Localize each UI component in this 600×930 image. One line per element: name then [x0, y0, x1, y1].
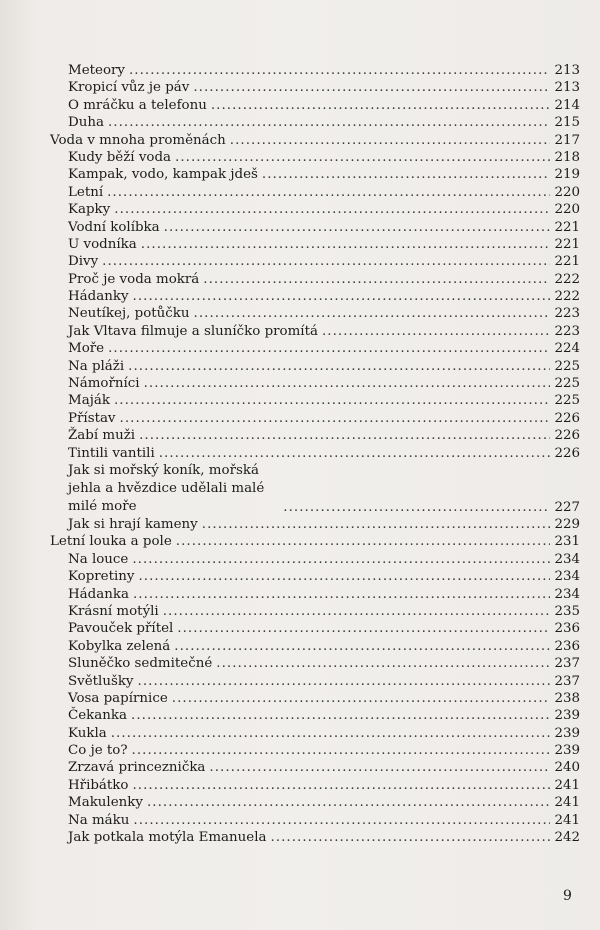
- toc-entry-title: Neutíkej, potůčku: [68, 306, 190, 322]
- dot-leader: [132, 742, 551, 759]
- toc-entry-title: Maják: [68, 393, 110, 409]
- toc-entry-page: 225: [554, 376, 580, 392]
- toc-entry: [50, 586, 580, 603]
- dot-leader: [203, 271, 550, 288]
- toc-entry-title: Jak Vltava filmuje a sluníčko promítá: [68, 323, 318, 339]
- toc-entry: [50, 551, 580, 568]
- toc-entry: [50, 149, 580, 166]
- toc-entry-page: 225: [554, 358, 580, 374]
- dot-leader: [209, 759, 550, 776]
- toc-entry-title: Jak potkala motýla Emanuela: [68, 830, 267, 846]
- toc-entry-page: 226: [554, 410, 580, 426]
- toc-entry-title: Na máku: [68, 812, 130, 828]
- toc-entry: [50, 673, 580, 690]
- toc-entry: [50, 445, 580, 462]
- toc-entry: [50, 427, 580, 444]
- toc-entry-title: Hádanka: [68, 586, 129, 602]
- toc-entry-title: Na louce: [68, 551, 129, 567]
- toc-entry-title: Meteory: [68, 63, 125, 78]
- toc-entry-title: Makulenky: [68, 795, 143, 811]
- toc-entry-title: Světlušky: [68, 673, 134, 689]
- dot-leader: [138, 568, 550, 585]
- toc-entry-page: 217: [554, 132, 580, 148]
- toc-entry-page: 239: [554, 708, 580, 724]
- toc-entry-page: 242: [554, 830, 580, 846]
- dot-leader: [133, 812, 550, 829]
- toc-entry-title: Vodní kolíbka: [68, 219, 160, 235]
- dot-leader: [108, 114, 550, 131]
- toc-entry-page: 237: [554, 673, 580, 689]
- toc-entry-title: Tintili vantili: [68, 445, 155, 461]
- dot-leader: [211, 97, 551, 114]
- toc-entry-page: 236: [554, 621, 580, 637]
- dot-leader: [202, 516, 551, 533]
- dot-leader: [144, 375, 551, 392]
- dot-leader: [108, 340, 550, 357]
- dot-leader: [133, 288, 551, 305]
- toc-entry-title: Voda v mnoha proměnách: [50, 132, 226, 148]
- dot-leader: [132, 777, 550, 794]
- toc-entry: [50, 340, 580, 357]
- dot-leader: [131, 707, 550, 724]
- toc-entry: [50, 166, 580, 183]
- toc-entry-page: 218: [554, 149, 580, 165]
- toc-entry: [50, 410, 580, 427]
- toc-entry-page: 234: [554, 569, 580, 585]
- dot-leader: [175, 149, 550, 166]
- toc-entry-page: 219: [554, 167, 580, 183]
- toc-entry-page: 234: [554, 551, 580, 567]
- dot-leader: [132, 551, 550, 568]
- toc-entry-page: 239: [554, 743, 580, 759]
- dot-leader: [194, 305, 551, 322]
- toc-entry: [50, 725, 580, 742]
- dot-leader: [120, 410, 551, 427]
- toc-entry: [50, 305, 580, 322]
- dot-leader: [163, 603, 551, 620]
- toc-entry-page: 224: [554, 341, 580, 357]
- toc-entry-page: 213: [554, 63, 580, 78]
- toc-entry-title: Jak si hrají kameny: [68, 516, 198, 532]
- toc-entry-title: Hřibátko: [68, 777, 129, 793]
- toc-entry-title: Námořníci: [68, 376, 140, 392]
- toc-entry: [50, 219, 580, 236]
- toc-entry: [50, 655, 580, 672]
- toc-entry-page: 236: [554, 638, 580, 654]
- toc-entry: [50, 516, 580, 533]
- toc-entry: [50, 568, 580, 585]
- toc-entry-page: 237: [554, 656, 580, 672]
- toc-entry-page: 225: [554, 393, 580, 409]
- toc-entry: [50, 114, 580, 131]
- toc-entry-title: Letní louka a pole: [50, 534, 172, 550]
- page-number: 9: [563, 888, 572, 904]
- toc-entry: [50, 253, 580, 270]
- toc-section-entry: [50, 132, 580, 149]
- toc-entry-page: 231: [554, 534, 580, 550]
- toc-entry-page: 235: [554, 603, 580, 619]
- toc-entry-title: Zrzavá princeznička: [68, 760, 206, 776]
- toc-entry-title: Kukla: [68, 725, 107, 741]
- toc-entry: [50, 638, 580, 655]
- dot-leader: [262, 166, 551, 183]
- toc-entry: [50, 184, 580, 201]
- toc-entry: [50, 358, 580, 375]
- toc-entry-title: Letní: [68, 184, 104, 200]
- toc-entry-title: Kopretiny: [68, 569, 135, 585]
- toc-entry-page: 234: [554, 586, 580, 602]
- dot-leader: [164, 219, 551, 236]
- toc-entry-title: Co je to?: [68, 743, 128, 759]
- toc-entry: [50, 603, 580, 620]
- toc-entry-title: Proč je voda mokrá: [68, 271, 200, 287]
- dot-leader: [230, 132, 551, 149]
- dot-leader: [114, 201, 550, 218]
- toc-entry-title: Kampak, vodo, kampak jdeš: [68, 167, 258, 183]
- dot-leader: [322, 323, 550, 340]
- toc-entry-page: 229: [554, 516, 580, 532]
- toc-entry: [50, 97, 580, 114]
- toc-entry-page: 241: [554, 777, 580, 793]
- toc-entry-page: 221: [554, 236, 580, 252]
- dot-leader: [283, 499, 550, 516]
- toc-entry-page: 221: [554, 219, 580, 235]
- toc-entry-title: Pavouček přítel: [68, 621, 174, 637]
- toc-entry: [50, 79, 580, 96]
- toc-entry: [50, 794, 580, 811]
- toc-entry-page: 220: [554, 202, 580, 218]
- toc-entry-page: 226: [554, 445, 580, 461]
- toc-entry: [50, 462, 580, 516]
- toc-entry-page: 213: [554, 80, 580, 96]
- toc-entry: [50, 288, 580, 305]
- dot-leader: [177, 620, 550, 637]
- toc-entry-page: 223: [554, 306, 580, 322]
- toc-entry-title: Krásní motýli: [68, 603, 159, 619]
- dot-leader: [147, 794, 550, 811]
- toc-entry-title: Kropicí vůz je páv: [68, 80, 190, 96]
- dot-leader: [133, 586, 550, 603]
- dot-leader: [129, 62, 550, 79]
- dot-leader: [114, 392, 550, 409]
- toc-entry-page: 214: [554, 97, 580, 113]
- toc-entry: [50, 777, 580, 794]
- toc-entry: [50, 707, 580, 724]
- toc-entry-page: 222: [554, 289, 580, 305]
- dot-leader: [128, 358, 550, 375]
- toc-entry: [50, 759, 580, 776]
- dot-leader: [216, 655, 550, 672]
- toc-entry-page: 220: [554, 184, 580, 200]
- toc-entry-page: 241: [554, 812, 580, 828]
- toc-section-entry: [50, 533, 580, 550]
- toc-entry-title: Duha: [68, 115, 104, 131]
- dot-leader: [107, 184, 550, 201]
- toc-entry: [50, 829, 580, 846]
- toc-entry-title: Kapky: [68, 202, 111, 218]
- toc-entry: [50, 375, 580, 392]
- toc-entry: [50, 812, 580, 829]
- dot-leader: [111, 725, 551, 742]
- dot-leader: [193, 79, 550, 96]
- dot-leader: [270, 829, 550, 846]
- toc-entry: [50, 392, 580, 409]
- dot-leader: [102, 253, 550, 270]
- toc-entry: [50, 690, 580, 707]
- toc-entry: [50, 62, 580, 79]
- toc-entry-title: Čekanka: [68, 708, 127, 724]
- dot-leader: [141, 236, 551, 253]
- toc-entry-title: Vosa papírnice: [68, 690, 168, 706]
- toc-entry-title: Přístav: [68, 410, 116, 426]
- toc-entry-title: Divy: [68, 254, 99, 270]
- toc-entry-title: Sluněčko sedmitečné: [68, 656, 213, 672]
- toc-entry-page: 240: [554, 760, 580, 776]
- toc-entry-title: Hádanky: [68, 289, 129, 305]
- toc-entry-page: 239: [554, 725, 580, 741]
- toc-entry-page: 227: [554, 499, 580, 515]
- toc-entry-page: 221: [554, 254, 580, 270]
- toc-entry-page: 241: [554, 795, 580, 811]
- toc-entry-page: 222: [554, 271, 580, 287]
- dot-leader: [139, 427, 550, 444]
- toc-entry-title: O mráčku a telefonu: [68, 97, 207, 113]
- toc-entry: [50, 236, 580, 253]
- toc-entry: [50, 271, 580, 288]
- toc-entry-page: 223: [554, 323, 580, 339]
- toc-entry-page: 226: [554, 428, 580, 444]
- dot-leader: [159, 445, 551, 462]
- toc-entry: [50, 323, 580, 340]
- toc-entry-page: 238: [554, 690, 580, 706]
- dot-leader: [174, 638, 550, 655]
- toc-entry-title: U vodníka: [68, 236, 137, 252]
- toc-entry-title: Žabí muži: [68, 428, 136, 444]
- table-of-contents: [50, 62, 580, 846]
- toc-entry-page: 215: [554, 115, 580, 131]
- toc-entry-title: Kobylka zelená: [68, 638, 171, 654]
- toc-entry: [50, 742, 580, 759]
- dot-leader: [172, 690, 551, 707]
- toc-entry-title: Moře: [68, 341, 105, 357]
- toc-entry-title: Jak si mořský koník, mořská jehla a hvězdice udělali malé milé moře: [68, 462, 265, 514]
- dot-leader: [138, 673, 551, 690]
- toc-entry: [50, 201, 580, 218]
- toc-entry: [50, 620, 580, 637]
- dot-leader: [176, 533, 551, 550]
- toc-entry-title: Na pláži: [68, 358, 125, 374]
- toc-entry-title: Kudy běží voda: [68, 149, 171, 165]
